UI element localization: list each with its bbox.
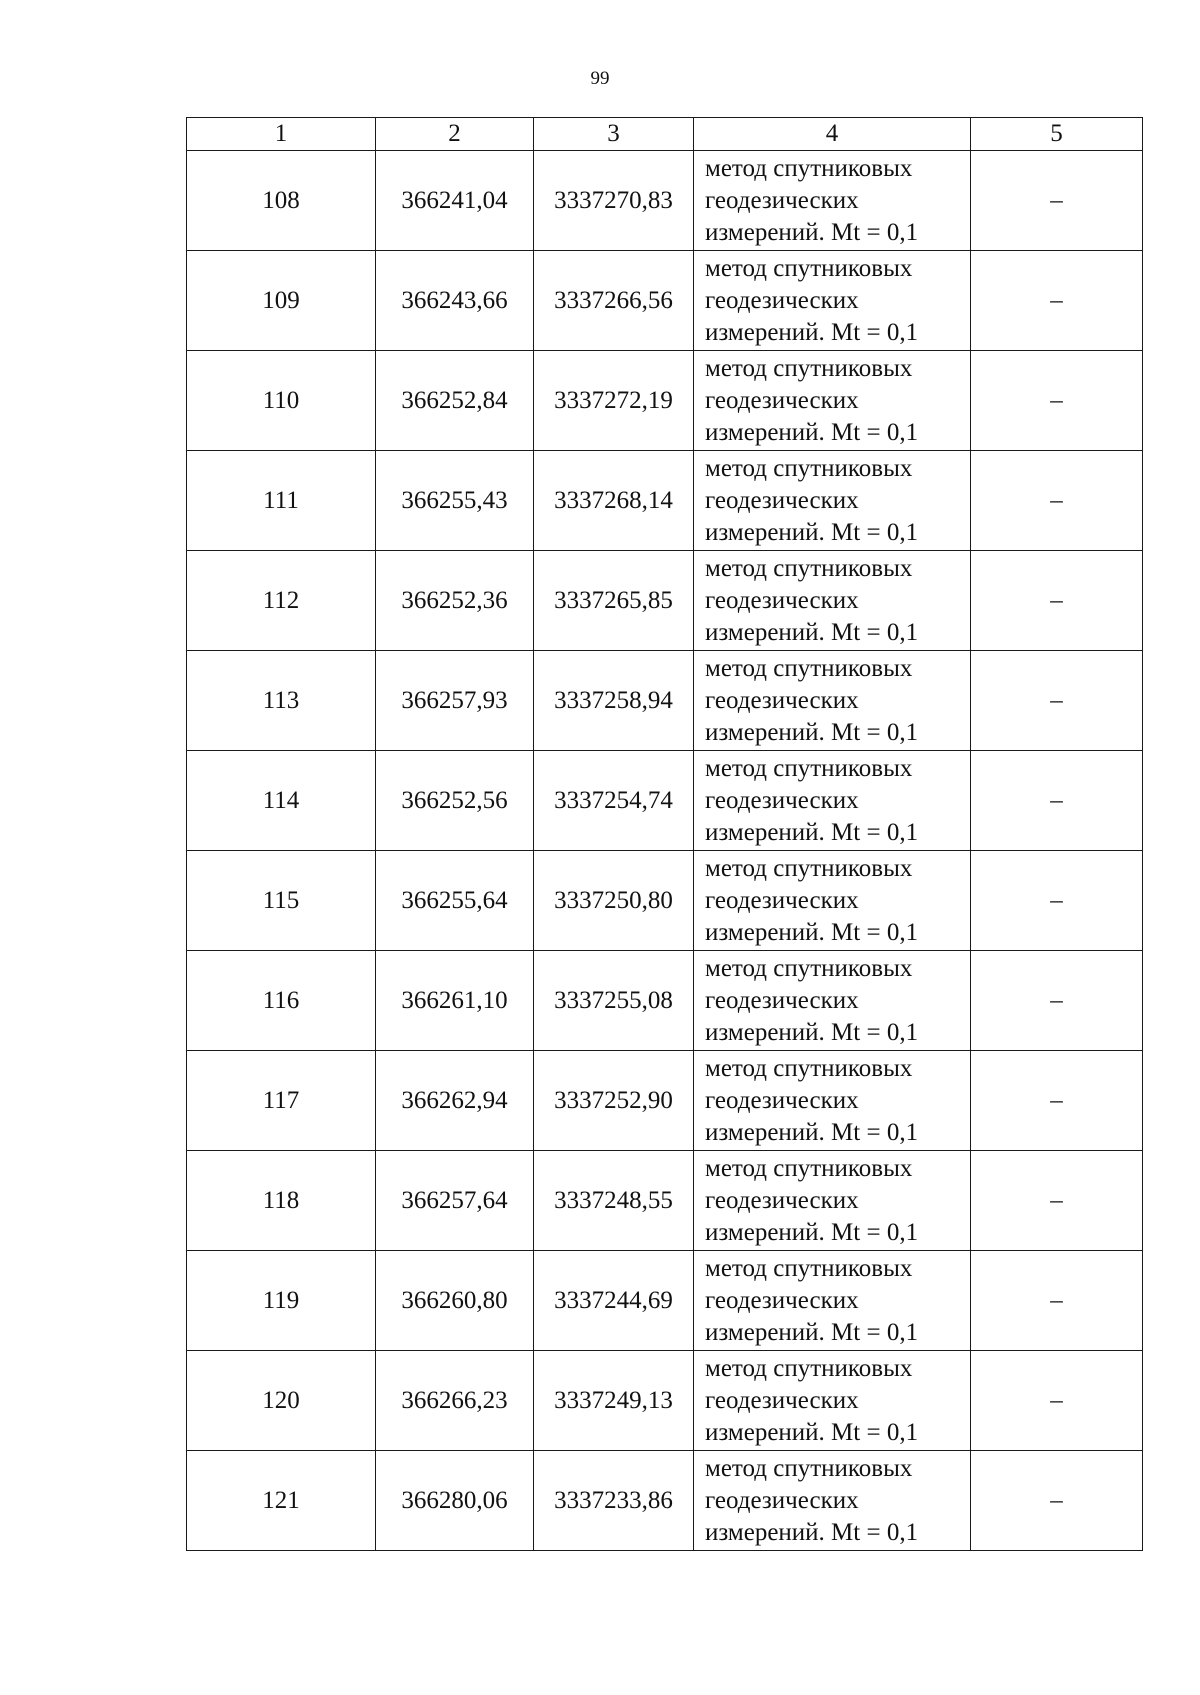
method-cell	[694, 351, 971, 451]
point-number-cell: 120	[187, 1351, 376, 1451]
coordinate-x-cell: 366252,36	[376, 551, 534, 651]
method-text-line: метод спутниковых	[705, 154, 913, 182]
table-body	[187, 151, 1143, 1551]
point-number-cell: 111	[187, 451, 376, 551]
point-number-cell: 114	[187, 751, 376, 851]
point-number-cell: 121	[187, 1451, 376, 1551]
method-text-line: геодезических	[705, 1386, 859, 1414]
note-cell: –	[971, 351, 1143, 451]
note-cell: –	[971, 751, 1143, 851]
page-number: 99	[590, 68, 610, 89]
coordinate-y-cell: 3337255,08	[534, 951, 694, 1051]
coordinate-y-cell: 3337268,14	[534, 451, 694, 551]
table-row	[187, 551, 1143, 651]
method-cell	[694, 1351, 971, 1451]
method-cell	[694, 1151, 971, 1251]
point-number-cell: 108	[187, 151, 376, 251]
method-text-line: геодезических	[705, 186, 859, 214]
method-text-line: метод спутниковых	[705, 954, 913, 982]
point-number-cell: 117	[187, 1051, 376, 1151]
column-header-3: 3	[534, 118, 694, 151]
coordinate-x-cell: 366243,66	[376, 251, 534, 351]
table-row	[187, 1251, 1143, 1351]
method-text-line: метод спутниковых	[705, 754, 913, 782]
method-text-line: метод спутниковых	[705, 254, 913, 282]
method-text-line: метод спутниковых	[705, 1254, 913, 1282]
coordinate-y-cell: 3337244,69	[534, 1251, 694, 1351]
coordinate-y-cell: 3337249,13	[534, 1351, 694, 1451]
method-text-line: измерений. Mt = 0,1	[705, 218, 919, 246]
method-cell	[694, 1451, 971, 1551]
point-number-cell: 118	[187, 1151, 376, 1251]
coordinate-x-cell: 366280,06	[376, 1451, 534, 1551]
table-row	[187, 151, 1143, 251]
header-row	[187, 118, 1143, 151]
method-cell	[694, 1051, 971, 1151]
method-text-line: метод спутниковых	[705, 1054, 913, 1082]
coordinate-x-cell: 366252,84	[376, 351, 534, 451]
table-row	[187, 751, 1143, 851]
coordinate-x-cell: 366252,56	[376, 751, 534, 851]
method-cell	[694, 651, 971, 751]
method-text-line: геодезических	[705, 886, 859, 914]
method-cell	[694, 251, 971, 351]
method-cell	[694, 551, 971, 651]
method-text-line: измерений. Mt = 0,1	[705, 318, 919, 346]
method-cell	[694, 951, 971, 1051]
column-header-5: 5	[971, 118, 1143, 151]
method-text-line: геодезических	[705, 986, 859, 1014]
method-text-line: измерений. Mt = 0,1	[705, 418, 919, 446]
note-cell: –	[971, 551, 1143, 651]
point-number-cell: 110	[187, 351, 376, 451]
method-text-line: геодезических	[705, 1286, 859, 1314]
method-text-line: измерений. Mt = 0,1	[705, 618, 919, 646]
method-text-line: метод спутниковых	[705, 454, 913, 482]
note-cell: –	[971, 251, 1143, 351]
column-header-2: 2	[376, 118, 534, 151]
coordinate-y-cell: 3337233,86	[534, 1451, 694, 1551]
method-text-line: метод спутниковых	[705, 1354, 913, 1382]
method-text-line: измерений. Mt = 0,1	[705, 518, 919, 546]
method-text-line: метод спутниковых	[705, 654, 913, 682]
table-row	[187, 1151, 1143, 1251]
method-text-line: измерений. Mt = 0,1	[705, 918, 919, 946]
method-text-line: измерений. Mt = 0,1	[705, 1118, 919, 1146]
coordinate-y-cell: 3337266,56	[534, 251, 694, 351]
note-cell: –	[971, 951, 1143, 1051]
method-text-line: геодезических	[705, 386, 859, 414]
note-cell: –	[971, 1151, 1143, 1251]
method-text-line: метод спутниковых	[705, 1454, 913, 1482]
coordinate-x-cell: 366257,64	[376, 1151, 534, 1251]
point-number-cell: 116	[187, 951, 376, 1051]
method-text-line: метод спутниковых	[705, 1154, 913, 1182]
method-text-line: геодезических	[705, 686, 859, 714]
coordinate-y-cell: 3337265,85	[534, 551, 694, 651]
method-cell	[694, 451, 971, 551]
table-row	[187, 451, 1143, 551]
method-text-line: измерений. Mt = 0,1	[705, 1218, 919, 1246]
coordinate-y-cell: 3337254,74	[534, 751, 694, 851]
point-number-cell: 119	[187, 1251, 376, 1351]
method-text-line: геодезических	[705, 1186, 859, 1214]
coordinate-y-cell: 3337250,80	[534, 851, 694, 951]
table-row	[187, 1351, 1143, 1451]
point-number-cell: 112	[187, 551, 376, 651]
method-text-line: геодезических	[705, 586, 859, 614]
coordinate-x-cell: 366255,43	[376, 451, 534, 551]
method-cell	[694, 151, 971, 251]
method-cell	[694, 1251, 971, 1351]
method-text-line: геодезических	[705, 286, 859, 314]
method-text-line: метод спутниковых	[705, 854, 913, 882]
method-text-line: измерений. Mt = 0,1	[705, 1518, 919, 1546]
note-cell: –	[971, 1451, 1143, 1551]
coordinate-y-cell: 3337252,90	[534, 1051, 694, 1151]
coordinate-y-cell: 3337258,94	[534, 651, 694, 751]
table-row	[187, 1451, 1143, 1551]
table-row	[187, 851, 1143, 951]
point-number-cell: 115	[187, 851, 376, 951]
coordinate-y-cell: 3337248,55	[534, 1151, 694, 1251]
table-header	[187, 118, 1143, 151]
table-row	[187, 951, 1143, 1051]
method-cell	[694, 751, 971, 851]
method-text-line: геодезических	[705, 486, 859, 514]
coordinate-x-cell: 366261,10	[376, 951, 534, 1051]
method-text-line: измерений. Mt = 0,1	[705, 818, 919, 846]
coordinate-x-cell: 366257,93	[376, 651, 534, 751]
method-text-line: измерений. Mt = 0,1	[705, 1318, 919, 1346]
method-cell	[694, 851, 971, 951]
method-text-line: геодезических	[705, 1086, 859, 1114]
method-text-line: метод спутниковых	[705, 554, 913, 582]
table-row	[187, 251, 1143, 351]
note-cell: –	[971, 1351, 1143, 1451]
note-cell: –	[971, 451, 1143, 551]
coordinate-x-cell: 366255,64	[376, 851, 534, 951]
coordinate-x-cell: 366241,04	[376, 151, 534, 251]
note-cell: –	[971, 151, 1143, 251]
table-row	[187, 351, 1143, 451]
method-text-line: геодезических	[705, 786, 859, 814]
point-number-cell: 113	[187, 651, 376, 751]
note-cell: –	[971, 1251, 1143, 1351]
method-text-line: измерений. Mt = 0,1	[705, 1418, 919, 1446]
coordinate-y-cell: 3337270,83	[534, 151, 694, 251]
method-text-line: геодезических	[705, 1486, 859, 1514]
table-row	[187, 651, 1143, 751]
coordinate-x-cell: 366266,23	[376, 1351, 534, 1451]
point-number-cell: 109	[187, 251, 376, 351]
table-row	[187, 1051, 1143, 1151]
method-text-line: метод спутниковых	[705, 354, 913, 382]
column-header-4: 4	[694, 118, 971, 151]
method-text-line: измерений. Mt = 0,1	[705, 718, 919, 746]
column-header-1: 1	[187, 118, 376, 151]
note-cell: –	[971, 651, 1143, 751]
coordinates-table	[186, 117, 1143, 1551]
note-cell: –	[971, 1051, 1143, 1151]
coordinate-x-cell: 366260,80	[376, 1251, 534, 1351]
coordinate-y-cell: 3337272,19	[534, 351, 694, 451]
method-text-line: измерений. Mt = 0,1	[705, 1018, 919, 1046]
coordinate-x-cell: 366262,94	[376, 1051, 534, 1151]
note-cell: –	[971, 851, 1143, 951]
